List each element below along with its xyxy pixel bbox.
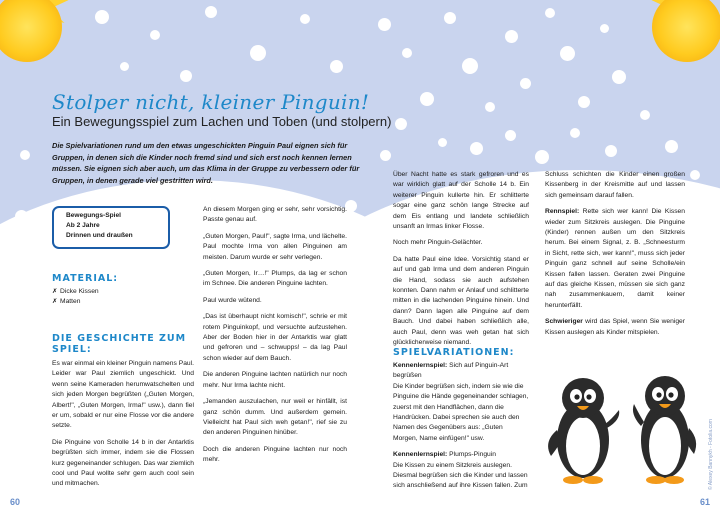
snowflake [570, 128, 580, 138]
paragraph: Die Pinguine von Scholle 14 b in der Antarktis begrüßten sich immer, indem sie die Flossen kurz gegeneinander schlugen. Das war ziemlich cool und Paul wollte sehr gern auch cool sein und mitmachen. [52, 438, 194, 488]
paragraph: Über Nacht hatte es stark gefroren und es war wirklich glatt auf der Scholle 14 b. Ein weiterer Pinguin kullerte hin. Er schlitterte sogar eine ganz schön lange Strecke auf dem Eis entlang und landete schließlich unsanft an Irmas linker Flosse. [393, 171, 529, 231]
sun-right [630, 0, 720, 90]
snowflake [535, 150, 549, 164]
snowflake [420, 92, 434, 106]
schwieriger-paragraph: Schwieriger wird das Spiel, wenn Sie weniger Kissen auslegen als Kinder mitspielen. [545, 318, 686, 336]
snowflake [665, 140, 678, 153]
penguin-illustration-right [630, 368, 700, 490]
snowflake [380, 150, 391, 161]
snowflake [545, 8, 555, 18]
paragraph: Die anderen Pinguine lachten natürlich nur noch mehr. Nur Irma lachte nicht. [203, 371, 347, 389]
snowflake [300, 14, 310, 24]
snowflake [605, 145, 617, 157]
snowflake [520, 78, 531, 89]
paragraph: An diesem Morgen ging er sehr, sehr vorsichtig. Passte genau auf. [203, 206, 347, 224]
snowflake [150, 30, 160, 40]
story-column-4 [545, 170, 685, 344]
sun-left [0, 0, 90, 90]
snowflake [612, 70, 626, 84]
snowflake [578, 96, 590, 108]
paragraph: Noch mehr Pinguin-Gelächter. [393, 239, 483, 247]
page-number-right: 61 [700, 497, 711, 507]
snowflake [15, 210, 28, 223]
snowflake [438, 138, 447, 147]
paragraph: Da hatte Paul eine Idee. Vorsichtig stand er auf und gab Irma und dem anderen Pinguin die Hand, sodass sie auch aufstehen konnten. Dann nahm er Anlauf und schlitterte mitten in die lachenden Pinguine hinein. Und dann? Dann lagen alle Pinguine auf dem Bauch. Und dabei haben schließlich alle, auch Paul, denn was weh getan hat sich glücklicherweise niemand. [393, 255, 529, 347]
paragraph: Paul wurde wütend. [203, 296, 262, 304]
story-column-3 [393, 170, 529, 355]
variation-1: Kennenlernspiel: Sich auf Pinguin-Art begrüßen Die Kinder begrüßen sich, indem sie wie die Pinguine die Hände gegeneinander schlagen, zuerst mit den Handflächen, dann die Handrücken. Dabei sprechen sie auch den Namen des Gegenübers aus: „Guten Morgen, Name einfügen!" usw. [393, 362, 529, 442]
paragraph: „Jemanden auszulachen, nur weil er hinfällt, ist ganz schön dumm. Und außerdem gemein. Vielleicht hat Paul sich weh getan!", rief sie zu den anderen Pinguinen hinüber. [203, 398, 347, 437]
snowflake [330, 60, 343, 73]
snowflake [395, 118, 407, 130]
variation-2: Kennenlernspiel: Plumps-Pinguin Die Kissen zu einem Sitzkreis auslegen. Diesmal begrüßen sich die Kinder und lassen sich anschließend auf ihre Kissen fallen. Zum [393, 451, 528, 490]
paragraph: „Das ist überhaupt nicht komisch!", schrie er mit rotem Pinguinkopf, und versuchte aufzustehen. Aber der Boden hier in der Antarktis war glatt und gefroren und – schwupps! – da lag Paul schon wieder auf dem Bauch. [203, 313, 347, 362]
snowflake [470, 142, 483, 155]
snowflake [600, 24, 609, 33]
info-line: Drinnen und draußen [66, 232, 133, 239]
list-item: ✗ Dicke Kissen [52, 287, 162, 297]
snowflake [402, 48, 412, 58]
page-number-left: 60 [10, 497, 21, 507]
snowflake [190, 235, 200, 245]
penguin-illustration-left [545, 370, 621, 490]
intro-text: Die Spielvariationen rund um den etwas ungeschickten Pinguin Paul eignen sich für Gruppen, in denen sich die Kinder noch fremd sind und sich erst noch kennen lernen müssen. Sie eignen sich aber auch, um das Klima in der Gruppe zu verbessern oder für Gruppen, in denen gerade viel gestritten wird. [52, 141, 360, 185]
snowflake [444, 12, 456, 24]
paragraph: „Guten Morgen, Ir…!" Plumps, da lag er schon im Schnee. Die anderen Pinguine lachten. [203, 270, 347, 288]
snowflake [30, 270, 39, 279]
variations-column [393, 361, 529, 498]
snowflake [690, 170, 700, 180]
info-box [52, 206, 170, 249]
snowflake [205, 6, 217, 18]
list-item: ✗ Matten [52, 297, 162, 307]
snowflake [485, 102, 495, 112]
material-heading: MATERIAL: [52, 273, 119, 284]
snowflake [640, 110, 650, 120]
snowflake [180, 70, 192, 82]
material-list [52, 287, 162, 308]
photo-credit: © Alexey Bannykh - Fotolia.com [708, 419, 714, 490]
page-subtitle: Ein Bewegungsspiel zum Lachen und Toben (und stolpern) [52, 114, 392, 129]
story-column-1 [52, 359, 194, 496]
paragraph: Es war einmal ein kleiner Pinguin namens Paul. Leider war Paul ziemlich ungeschickt. Und wenn seine Kameraden herumwatschelten und sich jeden Morgen begrüßten („Guten Morgen, Albert!", „Guten Morgen, Irma!" usw.), dann fiel er um, sobald er nur eine Flosse vor die andere setzte. [52, 360, 194, 430]
paragraph: Schluss schichten die Kinder einen großen Kissenberg in der Kreismitte auf und lassen sich gemeinsam darauf fallen. [545, 171, 685, 199]
rennspiel-paragraph: Rennspiel: Rette sich wer kann! Die Kissen wieder zum Sitzkreis auslegen. Die Pinguine (Kinder) rennen außen um den Sitzkreis herum. Bei einem Signal, z. B. „Schneesturm in Sicht, rette sich, wer kann!", muss sich jeder Pinguin ganz schnell auf seine Scholle/ein Kissen fallen lassen. Geraten zwei Pinguine auf das gleiche Kissen, müssen sie sich ganz nah zusammenkauern, damit keiner herunterfällt. [545, 208, 685, 309]
snowflake [700, 230, 712, 242]
snowflake [505, 30, 518, 43]
snowflake [250, 45, 266, 61]
info-line: Ab 2 Jahre [66, 222, 100, 229]
page-title: Stolper nicht, kleiner Pinguin! [52, 90, 370, 114]
snowflake [462, 58, 478, 74]
story-column-2 [203, 205, 347, 472]
check-icon: ✗ [52, 298, 58, 306]
snowflake [378, 18, 391, 31]
snowflake [20, 150, 30, 160]
snowflake [560, 46, 575, 61]
paragraph: Doch die anderen Pinguine lachten nur noch mehr. [203, 445, 347, 464]
paragraph: „Guten Morgen, Paul!", sagte Irma, und lächelte. Paul mochte Irma von allen Pinguinen am meisten. Darum wurde er sehr verlegen. [203, 232, 347, 261]
snowflake [120, 62, 129, 71]
snowflake [505, 130, 516, 141]
check-icon: ✗ [52, 288, 58, 295]
info-line: Bewegungs-Spiel [66, 212, 121, 219]
snowflake [95, 10, 109, 24]
story-heading: DIE GESCHICHTE ZUM SPIEL: [52, 333, 187, 355]
variations-heading: SPIELVARIATIONEN: [393, 347, 515, 358]
